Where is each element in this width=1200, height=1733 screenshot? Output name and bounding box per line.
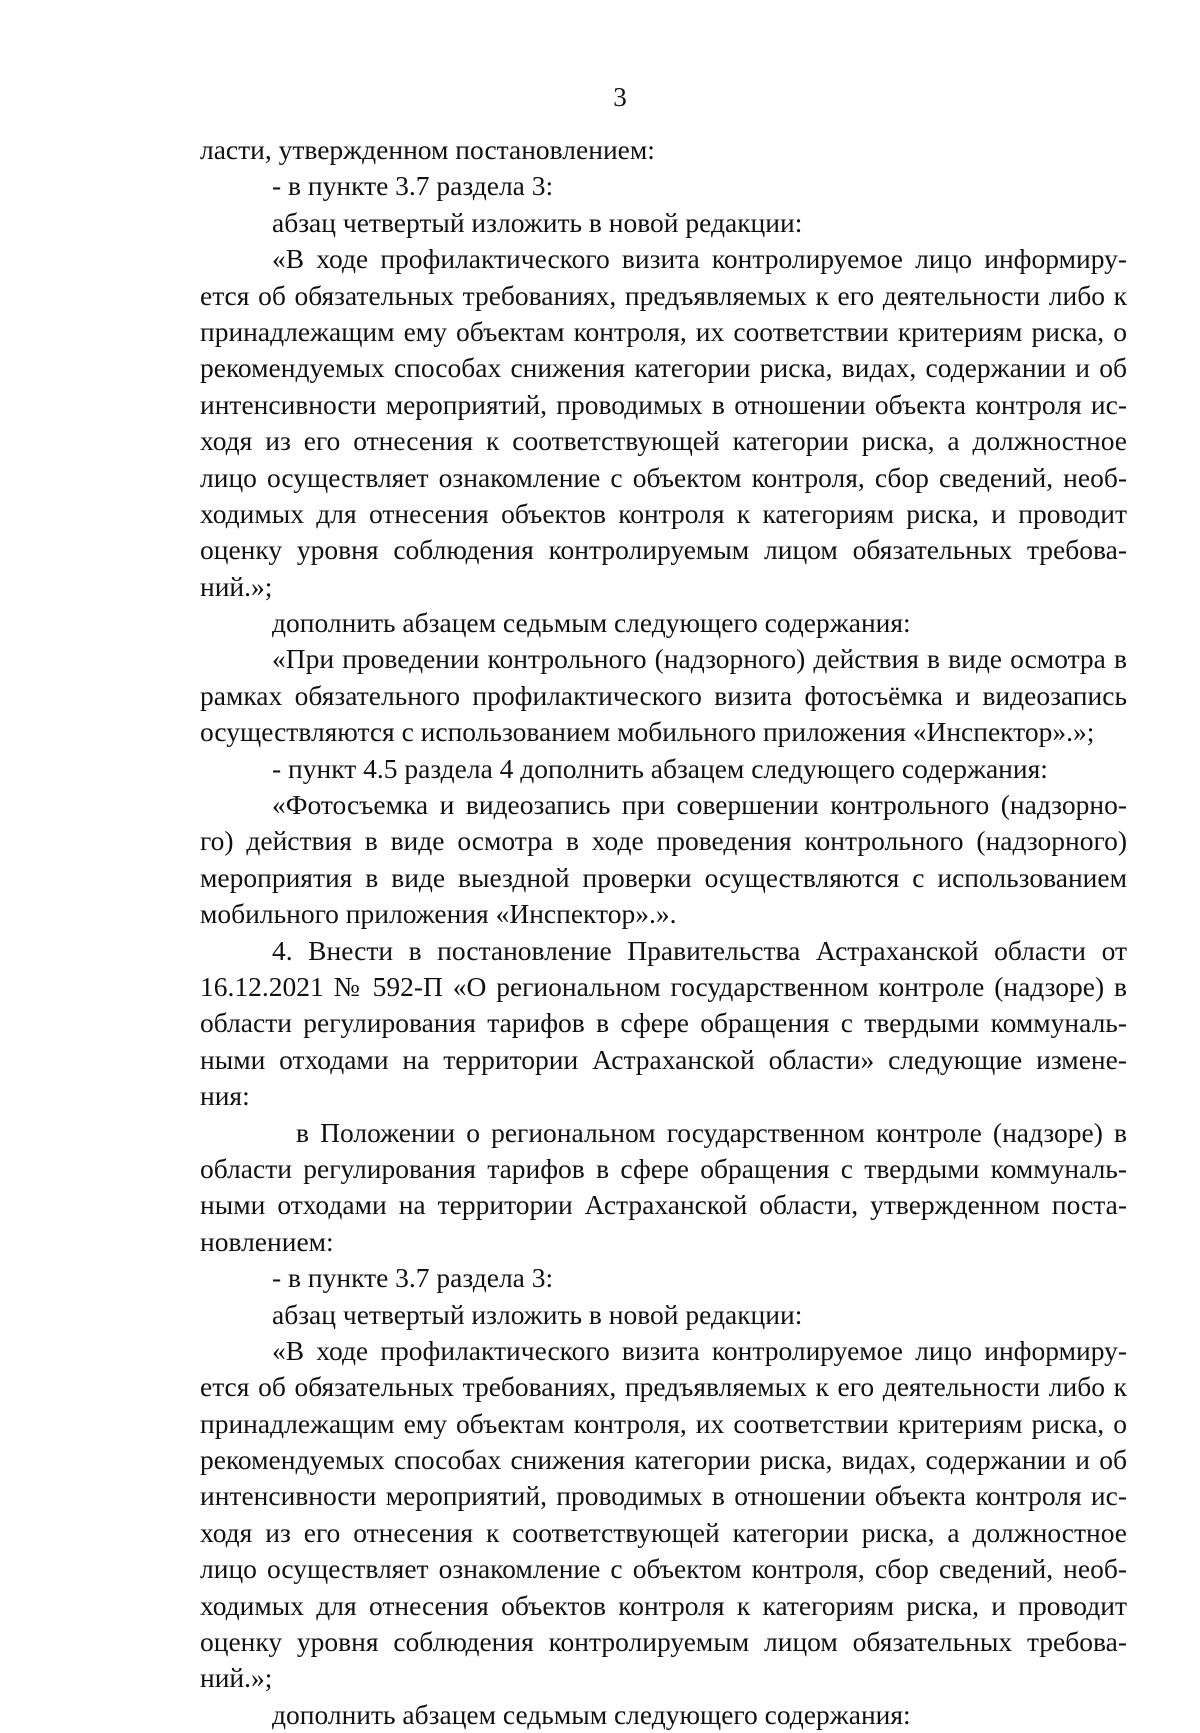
text-line: абзац четвертый изложить в новой редакции: — [272, 206, 803, 238]
text-line: ется об обязательных требованиях, предъявляемых к его деятельности либо к — [200, 1371, 1127, 1403]
document-body — [200, 132, 1127, 1733]
text-line: - в пункте 3.7 раздела 3: — [272, 170, 554, 202]
text-line: ласти, утвержденном постановлением: — [200, 134, 655, 165]
text-line: осуществляются с использованием мобильного приложения «Инспектор».»; — [200, 716, 1095, 748]
text-line: ется об обязательных требованиях, предъявляемых к его деятельности либо к — [200, 279, 1127, 311]
text-line: лицо осуществляет ознакомление с объектом контроля, сбор сведений, необ- — [200, 1553, 1127, 1585]
text-line: ходя из его отнесения к соответствующей категории риска, а должностное — [200, 425, 1127, 457]
page-number: 3 — [613, 82, 627, 112]
text-line: - в пункте 3.7 раздела 3: — [272, 1262, 554, 1294]
text-line: го) действия в виде осмотра в ходе проведения контрольного (надзорного) — [200, 825, 1127, 857]
text-line: абзац четвертый изложить в новой редакции: — [272, 1298, 803, 1330]
text-line: принадлежащим ему объектам контроля, их соответствии критериям риска, о — [200, 315, 1127, 347]
text-line: 4. Внести в постановление Правительства Астраханской области от — [272, 934, 1127, 966]
text-line: ными отходами на территории Астраханской области, утвержденном поста- — [200, 1189, 1127, 1221]
text-line: - пункт 4.5 раздела 4 дополнить абзацем следующего содержания: — [272, 752, 1048, 784]
text-line: ний.»; — [200, 570, 273, 602]
text-line: «В ходе профилактического визита контролируемое лицо информиру- — [272, 1334, 1127, 1366]
text-line: принадлежащим ему объектам контроля, их соответствии критериям риска, о — [200, 1407, 1127, 1439]
text-line: ходя из его отнесения к соответствующей категории риска, а должностное — [200, 1516, 1127, 1548]
text-line: дополнить абзацем седьмым следующего содержания: — [272, 1698, 911, 1730]
text-line: «В ходе профилактического визита контролируемое лицо информиру- — [272, 243, 1127, 275]
text-line: области регулирования тарифов в сфере обращения с твердыми коммуналь- — [200, 1152, 1127, 1184]
text-line: ходимых для отнесения объектов контроля к категориям риска, и проводит — [200, 497, 1127, 529]
text-line: новлением: — [200, 1225, 334, 1257]
text-line: ными отходами на территории Астраханской области» следующие измене- — [200, 1043, 1127, 1075]
text-line: 16.12.2021 № 592-П «О региональном государственном контроле (надзоре) в — [200, 970, 1127, 1002]
text-line: рекомендуемых способах снижения категории риска, видах, содержании и об — [200, 1444, 1127, 1476]
text-line: ний.»; — [200, 1662, 273, 1694]
text-line: рекомендуемых способах снижения категории риска, видах, содержании и об — [200, 352, 1127, 384]
text-line: мероприятия в виде выездной проверки осуществляются с использованием — [200, 861, 1127, 893]
text-line: «Фотосъемка и видеозапись при совершении контрольного (надзорно- — [272, 789, 1127, 821]
text-line: интенсивности мероприятий, проводимых в отношении объекта контроля ис- — [200, 388, 1127, 420]
text-line: оценку уровня соблюдения контролируемым лицом обязательных требова- — [200, 534, 1127, 566]
text-line: «При проведении контрольного (надзорного) действия в виде осмотра в — [272, 643, 1127, 675]
text-line: в Положении о региональном государственном контроле (надзоре) в — [296, 1116, 1127, 1148]
text-line: дополнить абзацем седьмым следующего содержания: — [272, 607, 911, 639]
text-line: мобильного приложения «Инспектор».». — [200, 898, 677, 930]
text-line: области регулирования тарифов в сфере обращения с твердыми коммуналь- — [200, 1007, 1127, 1039]
text-line: лицо осуществляет ознакомление с объектом контроля, сбор сведений, необ- — [200, 461, 1127, 493]
text-line: ходимых для отнесения объектов контроля к категориям риска, и проводит — [200, 1589, 1127, 1621]
text-line: интенсивности мероприятий, проводимых в отношении объекта контроля ис- — [200, 1480, 1127, 1512]
text-line: ния: — [200, 1080, 250, 1112]
text-line: оценку уровня соблюдения контролируемым лицом обязательных требова- — [200, 1626, 1127, 1658]
text-line: рамках обязательного профилактического визита фотосъёмка и видеозапись — [200, 679, 1127, 711]
